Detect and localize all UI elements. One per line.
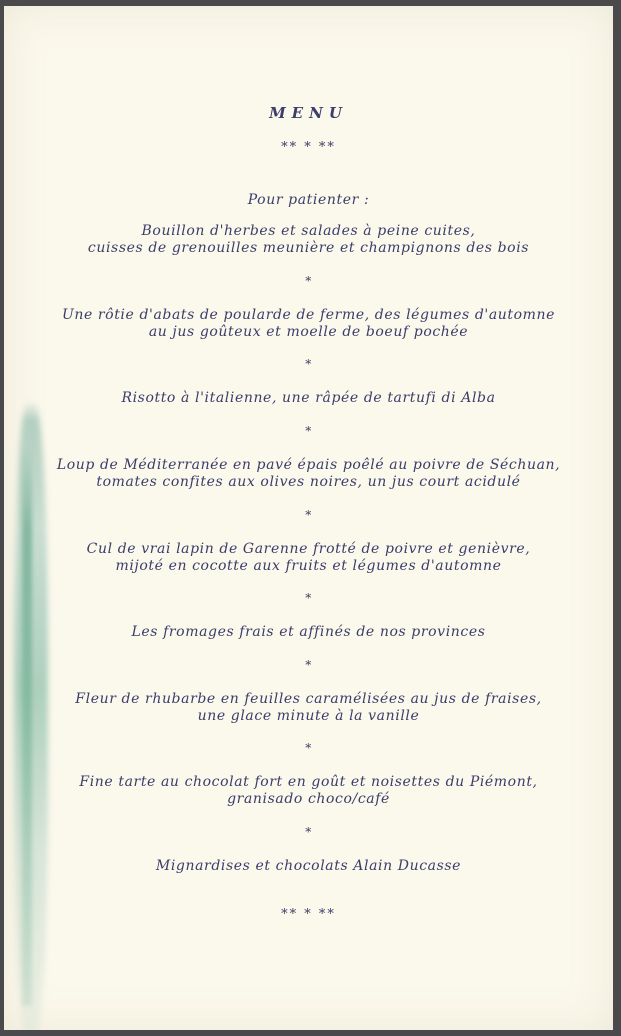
course-1-line-1: Bouillon d'herbes et salades à peine cuites,	[141, 223, 476, 239]
course-5-line-2: mijoté en cocotte aux fruits et légumes d'automne	[115, 558, 502, 574]
separator: *	[305, 741, 312, 755]
menu-card	[4, 6, 613, 1030]
intro-line: Pour patienter :	[247, 192, 370, 208]
course-8-line-1: Fine tarte au chocolat fort en goût et noisettes du Piémont,	[79, 774, 538, 790]
separator: *	[305, 658, 312, 672]
course-6-line-1: Les fromages frais et affinés de nos provinces	[131, 624, 486, 640]
menu-title: MENU	[269, 104, 348, 122]
separator: *	[305, 508, 312, 522]
course-5-line-1: Cul de vrai lapin de Garenne frotté de poivre et genièvre,	[86, 541, 531, 557]
separator: *	[305, 424, 312, 438]
course-7-line-2: une glace minute à la vanille	[197, 708, 420, 724]
course-2-line-2: au jus goûteux et moelle de boeuf pochée	[148, 324, 469, 340]
course-4-line-2: tomates confites aux olives noires, un jus court acidulé	[96, 474, 521, 490]
separator: *	[305, 825, 312, 839]
course-4-line-1: Loup de Méditerranée en pavé épais poêlé au poivre de Séchuan,	[56, 457, 561, 473]
course-3-line-1: Risotto à l'italienne, une râpée de tartufi di Alba	[121, 390, 496, 406]
course-2-line-1: Une rôtie d'abats de poularde de ferme, des légumes d'automne	[61, 307, 556, 323]
bottom-stars: ** * **	[281, 907, 336, 922]
separator: *	[305, 274, 312, 288]
course-1-line-2: cuisses de grenouilles meunière et champignons des bois	[87, 240, 530, 256]
course-8-line-2: granisado choco/café	[227, 791, 390, 807]
separator: *	[305, 357, 312, 371]
course-9-line-1: Mignardises et chocolats Alain Ducasse	[155, 858, 462, 874]
course-7-line-1: Fleur de rhubarbe en feuilles caramélisées au jus de fraises,	[75, 691, 542, 707]
top-stars: ** * **	[281, 140, 336, 155]
separator: *	[305, 591, 312, 605]
